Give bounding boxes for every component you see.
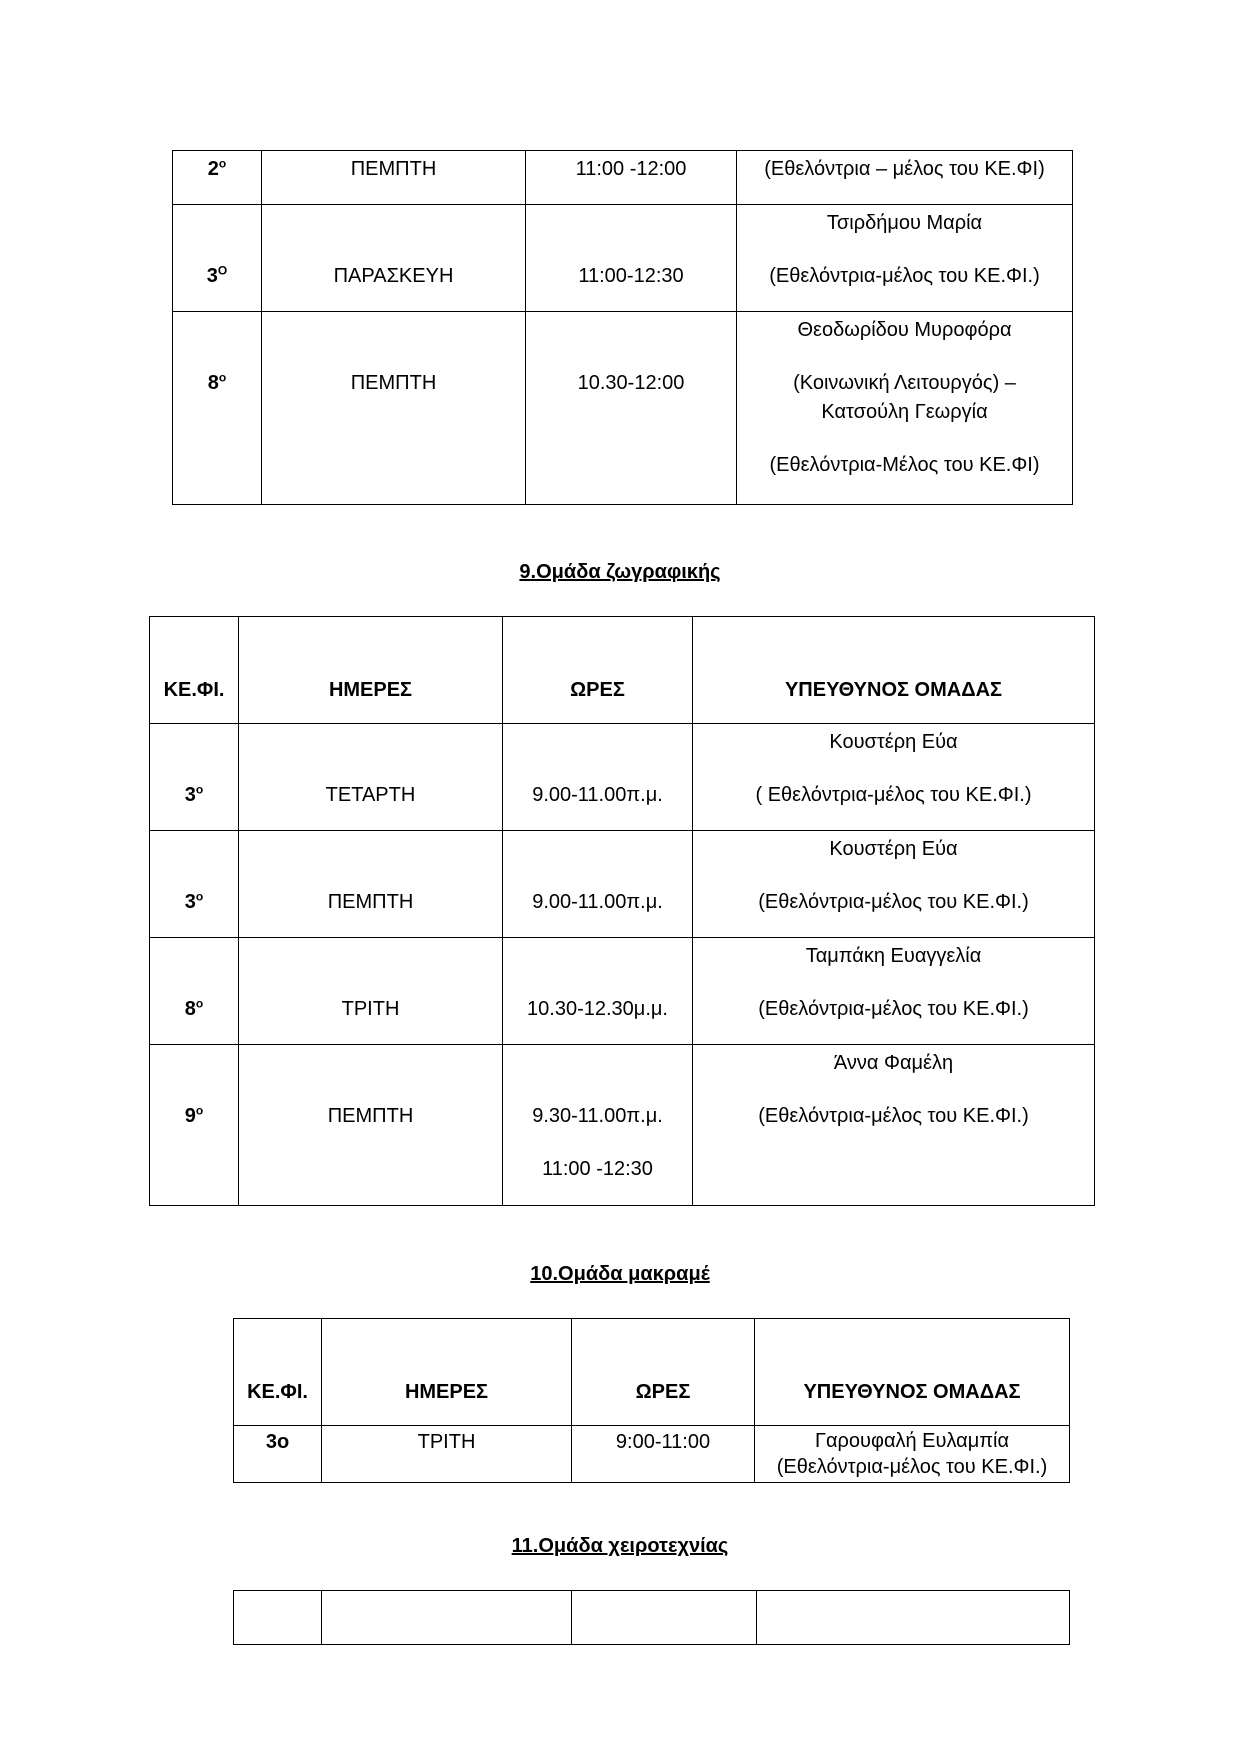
day-cell: ΠΕΜΠΤΗ: [239, 1045, 503, 1206]
hours-cell: 9.00-11.00π.μ.: [503, 724, 693, 831]
table-header-row: [234, 1319, 1070, 1426]
responsible-cell: (Εθελόντρια – μέλος του ΚΕ.ΦΙ): [737, 151, 1073, 205]
handicraft-group-table: [233, 1590, 1070, 1645]
macrame-group-table: [233, 1318, 1070, 1483]
table-row: [234, 1426, 1070, 1483]
hours-cell: 10.30-12.30μ.μ.: [503, 938, 693, 1045]
section-title-painting: 9.Ομάδα ζωγραφικής: [519, 561, 721, 583]
kefi-cell: $9^o$: [150, 1045, 239, 1206]
day-cell: ΤΕΤΑΡΤΗ: [239, 724, 503, 831]
table-row: [173, 151, 1073, 205]
responsible-cell: Θεοδωρίδου Μυροφόρα (Κοινωνική Λειτουργός) – Κατσούλη Γεωργία (Εθελόντρια-Μέλος του ΚΕ.ΦΙ): [737, 312, 1073, 505]
header-hours: ΩΡΕΣ: [572, 1319, 755, 1426]
table-row: [150, 831, 1095, 938]
kefi-cell: $2^o$: [173, 151, 262, 205]
header-responsible: ΥΠΕΥΘΥΝΟΣ ΟΜΑΔΑΣ: [693, 617, 1095, 724]
kefi-cell: $3^O$: [173, 205, 262, 312]
empty-cell: [234, 1591, 322, 1645]
section-title-macrame: 10.Ομάδα μακραμέ: [530, 1263, 710, 1285]
kefi-cell: 3ο: [234, 1426, 322, 1483]
responsible-cell: Άννα Φαμέλη (Εθελόντρια-μέλος του ΚΕ.ΦΙ.): [693, 1045, 1095, 1206]
kefi-cell: $8^o$: [173, 312, 262, 505]
responsible-cell: Τσιρδήμου Μαρία (Εθελόντρια-μέλος του ΚΕ.ΦΙ.): [737, 205, 1073, 312]
header-responsible: ΥΠΕΥΘΥΝΟΣ ΟΜΑΔΑΣ: [755, 1319, 1070, 1426]
header-days: ΗΜΕΡΕΣ: [322, 1319, 572, 1426]
kefi-cell: $3^o$: [150, 831, 239, 938]
empty-cell: [757, 1591, 1070, 1645]
hours-cell: 10.30-12:00: [526, 312, 737, 505]
hours-cell: 9.00-11.00π.μ.: [503, 831, 693, 938]
section-title-handicraft: 11.Ομάδα χειροτεχνίας: [511, 1535, 729, 1557]
header-days: ΗΜΕΡΕΣ: [239, 617, 503, 724]
hours-cell: 9:00-11:00: [572, 1426, 755, 1483]
responsible-cell: Κουστέρη Εύα (Εθελόντρια-μέλος του ΚΕ.ΦΙ.): [693, 831, 1095, 938]
responsible-cell: Ταμπάκη Ευαγγελία (Εθελόντρια-μέλος του ΚΕ.ΦΙ.): [693, 938, 1095, 1045]
table-row: [173, 312, 1073, 505]
day-cell: ΠΕΜΠΤΗ: [239, 831, 503, 938]
empty-cell: [322, 1591, 572, 1645]
kefi-cell: $8^o$: [150, 938, 239, 1045]
painting-group-table: [149, 616, 1095, 1206]
header-hours: ΩΡΕΣ: [503, 617, 693, 724]
day-cell: ΤΡΙΤΗ: [239, 938, 503, 1045]
table-row: [234, 1591, 1070, 1645]
table-row: [150, 938, 1095, 1045]
table-header-row: [150, 617, 1095, 724]
table-row: [150, 724, 1095, 831]
table-row: [150, 1045, 1095, 1206]
table-row: [173, 205, 1073, 312]
schedule-table-continued: [172, 150, 1073, 505]
hours-cell: 9.30-11.00π.μ. 11:00 -12:30: [503, 1045, 693, 1206]
day-cell: ΠΕΜΠΤΗ: [262, 151, 526, 205]
hours-cell: 11:00 -12:00: [526, 151, 737, 205]
responsible-cell: Γαρουφαλή Ευλαμπία (Εθελόντρια-μέλος του ΚΕ.ΦΙ.): [755, 1426, 1070, 1483]
empty-cell: [572, 1591, 757, 1645]
day-cell: ΠΕΜΠΤΗ: [262, 312, 526, 505]
header-kefi: ΚΕ.ΦΙ.: [234, 1319, 322, 1426]
responsible-cell: Κουστέρη Εύα ( Εθελόντρια-μέλος του ΚΕ.ΦΙ.): [693, 724, 1095, 831]
header-kefi: ΚΕ.ΦΙ.: [150, 617, 239, 724]
kefi-cell: $3^o$: [150, 724, 239, 831]
hours-cell: 11:00-12:30: [526, 205, 737, 312]
day-cell: ΠΑΡΑΣΚΕΥΗ: [262, 205, 526, 312]
day-cell: ΤΡΙΤΗ: [322, 1426, 572, 1483]
